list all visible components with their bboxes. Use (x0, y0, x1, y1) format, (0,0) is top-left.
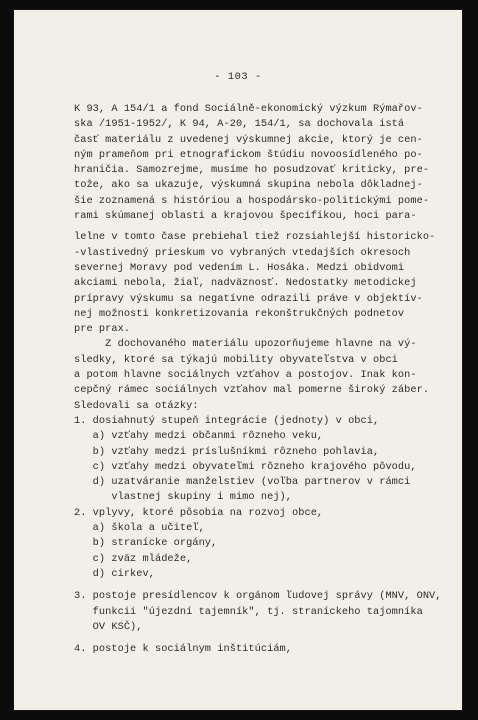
list-subitem: c) vzťahy medzi obyvateľmi rôzneho krajového pôvodu, (74, 460, 417, 473)
document-page (14, 10, 462, 710)
text-line: sledky, ktoré sa týkajú mobility obyvateľstva v obci (74, 353, 398, 366)
text-line: prípravy výskumu sa negatívne odrazili práve v objektív- (74, 292, 423, 305)
list-subitem: d) cirkev, (74, 567, 155, 580)
text-line: K 93, A 154/1 a fond Sociálně-ekonomický výzkum Rýmařov- (74, 103, 423, 115)
text-line: nej možnosti konkretizovania rekonštrukčných podnetov (74, 307, 405, 320)
text-line: hraničia. Samozrejme, musíme ho posudzovať kriticky, pre- (74, 164, 430, 177)
list-subitem: a) škola a učiteľ, (74, 522, 205, 535)
list-subitem: vlastnej skupiny i mimo nej), (74, 491, 293, 504)
list-item: 1. dosiahnutý stupeň integrácie (jednoty) v obci, (74, 414, 380, 427)
text-line: časť materiálu z uvedenej výskumnej akcie, ktorý je cen- (74, 133, 423, 146)
text-line: Sledovali sa otázky: (74, 399, 199, 412)
spacer (74, 582, 452, 589)
text-line: severnej Moravy pod vedením L. Hosáka. Medzi obidvomi (74, 261, 405, 274)
text-line: Z dochovaného materiálu upozorňujeme hlavne na vý- (74, 338, 417, 351)
list-subitem: b) stranícke orgány, (74, 537, 218, 550)
text-line: pre prax. (74, 323, 131, 336)
list-subitem: b) vzťahy medzi príslušníkmi rôzneho pohlavia, (74, 445, 380, 458)
text-line: cepčný rámec sociálnych vzťahov mal pomerne široký záber. (74, 384, 430, 397)
document-body (74, 102, 452, 657)
text-line: tože, ako sa ukazuje, výskumná skupina nebola dôkladnej- (74, 179, 423, 192)
text-line: lelne v tomto čase prebiehal tiež rozsiahlejší historicko- (74, 231, 436, 244)
text-line: a potom hlavne sociálnych vzťahov a postojov. Inak kon- (74, 369, 417, 382)
text-line: šie zoznamená s históriou a hospodársko-politickými pome- (74, 194, 430, 207)
list-item: OV KSČ), (74, 620, 143, 633)
list-subitem: d) uzatváranie manželstiev (voľba partnerov v rámci (74, 476, 411, 489)
spacer (74, 635, 452, 642)
list-item: funkcii "újezdní tajemník", tj. straníckeho tajomníka (74, 605, 423, 618)
text-line: ným prameňom pri etnografickom štúdiu novoosídleného po- (74, 148, 423, 161)
text-line: akciami nebola, žiaľ, nadväznosť. Nedostatky metodickej (74, 277, 417, 290)
page-number: - 103 - (214, 71, 262, 83)
list-subitem: a) vzťahy medzi občanmi rôzneho veku, (74, 430, 324, 443)
list-item: 3. postoje presídlencov k orgánom ľudovej správy (MNV, ONV, (74, 590, 442, 603)
list-subitem: c) zväz mládeže, (74, 552, 193, 565)
text-line: -vlastivedný prieskum vo vybraných vtedajších okresoch (74, 246, 411, 259)
list-item: 4. postoje k sociálnym inštitúciám, (74, 643, 293, 656)
text-line: ska /1951-1952/, K 94, A-20, 154/1, sa dochovala istá (74, 118, 405, 131)
list-item: 2. vplyvy, ktoré pôsobia na rozvoj obce, (74, 506, 324, 519)
text-line: rami skúmanej oblasti a krajovou špecifikou, hoci para- (74, 210, 417, 223)
